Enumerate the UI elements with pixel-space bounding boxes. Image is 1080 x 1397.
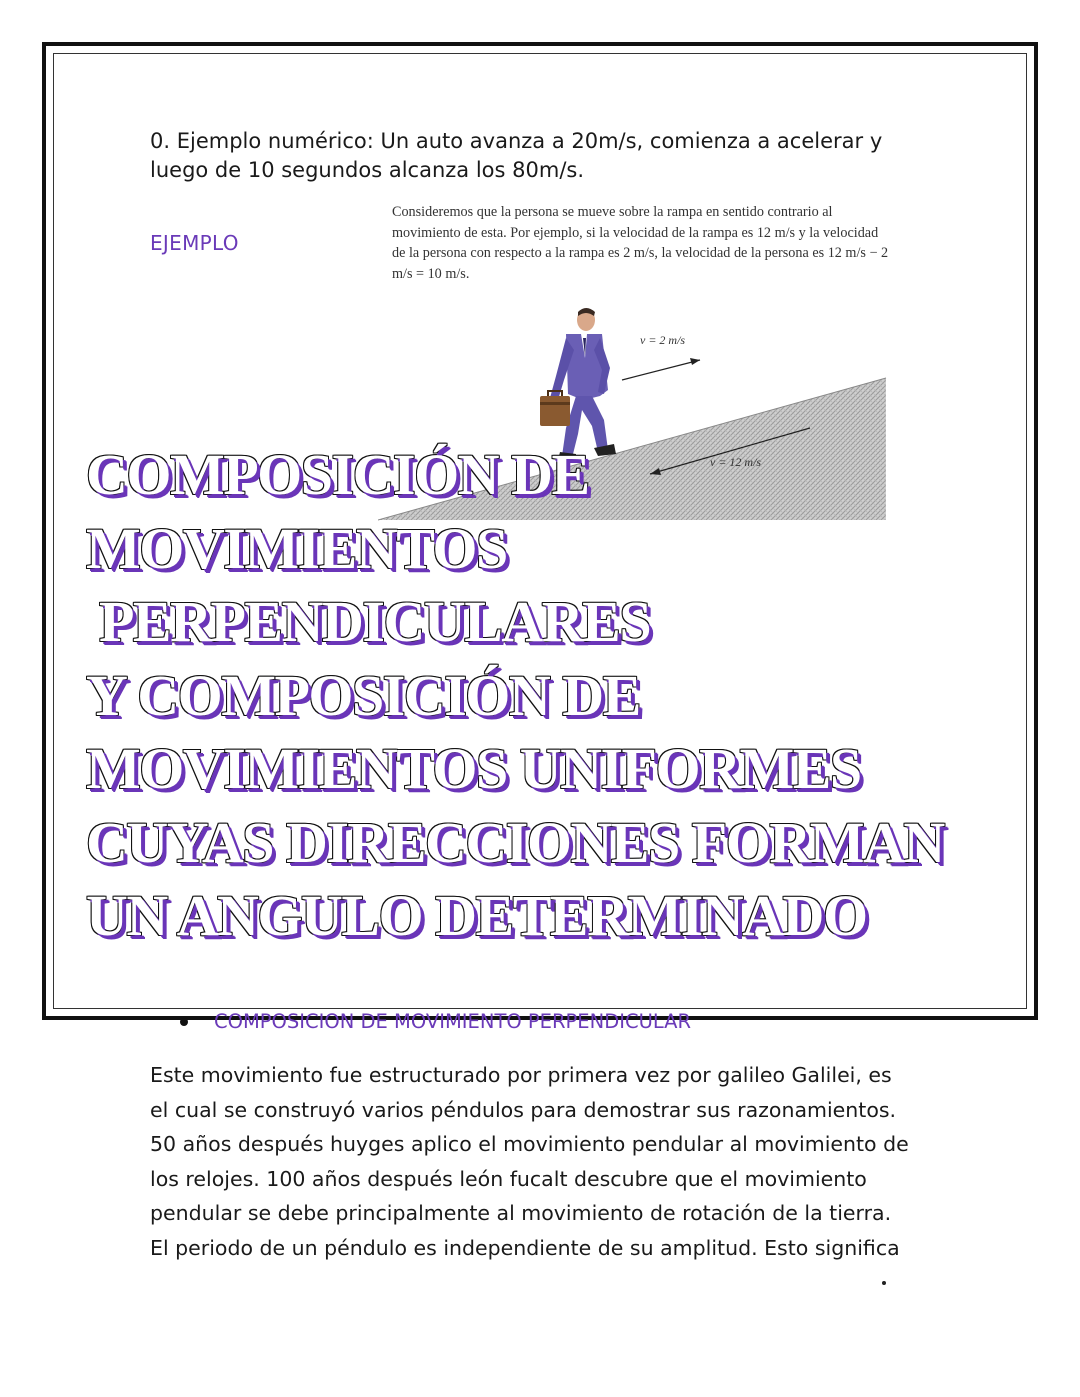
- intro-line: 0. Ejemplo numérico: Un auto avanza a 20m/s, comienza a acelerar y: [150, 129, 883, 153]
- body-line: El periodo de un péndulo es independiente de su amplitud. Esto significa: [150, 1235, 900, 1260]
- example-text: Consideremos que la persona se mueve sobre la rampa en sentido contrario al movimiento de esta. Por ejemplo, si la velocidad de la rampa es 12 m/s y la velocidad de la persona con respecto a la rampa es 2 m/s, la velocidad de la persona es 12 m/s − 2 m/s = 10 m/s.: [392, 204, 889, 282]
- body-line: 50 años después huyges aplico el movimiento pendular al movimiento de: [150, 1132, 909, 1156]
- person-velocity-label: v = 2 m/s: [640, 333, 686, 347]
- bullet-label: COMPOSICION DE MOVIMIENTO PERPENDICULAR: [214, 1010, 692, 1033]
- intro-line: luego de 10 segundos alcanza los 80m/s.: [150, 158, 585, 182]
- body-line: pendular se debe principalmente al movimiento de rotación de la tierra.: [150, 1201, 892, 1225]
- stray-dot: [882, 1281, 886, 1285]
- title-line: MOVIMIENTOS: [86, 515, 507, 581]
- title-line: CUYAS DIRECCIONES FORMAN: [86, 809, 944, 875]
- body-line: los relojes. 100 años después león fucalt descubre que el movimiento: [150, 1166, 867, 1191]
- ramp-velocity-label: v = 12 m/s: [710, 455, 762, 469]
- title-line: UN ANGULO DETERMINADO: [86, 883, 867, 948]
- title-line: MOVIMIENTOS UNIFORMES: [86, 736, 861, 801]
- briefcase-icon: [540, 391, 570, 426]
- body-line: el cual se construyó varios péndulos para demostrar sus razonamientos.: [150, 1097, 897, 1122]
- bullet-icon: [180, 1018, 188, 1026]
- title-line: COMPOSICIÓN DE: [86, 442, 589, 507]
- example-label: EJEMPLO: [150, 231, 239, 255]
- person-velocity-arrow: [622, 358, 700, 380]
- title-line: PERPENDICULARES: [86, 589, 651, 654]
- bullet-item: [180, 1010, 691, 1033]
- title-line: Y COMPOSICIÓN DE: [86, 662, 640, 728]
- intro-paragraph: [150, 127, 950, 185]
- page-title: [86, 438, 1046, 953]
- body-paragraph: [150, 1058, 950, 1265]
- body-line: Este movimiento fue estructurado por primera vez por galileo Galilei, es: [150, 1063, 892, 1087]
